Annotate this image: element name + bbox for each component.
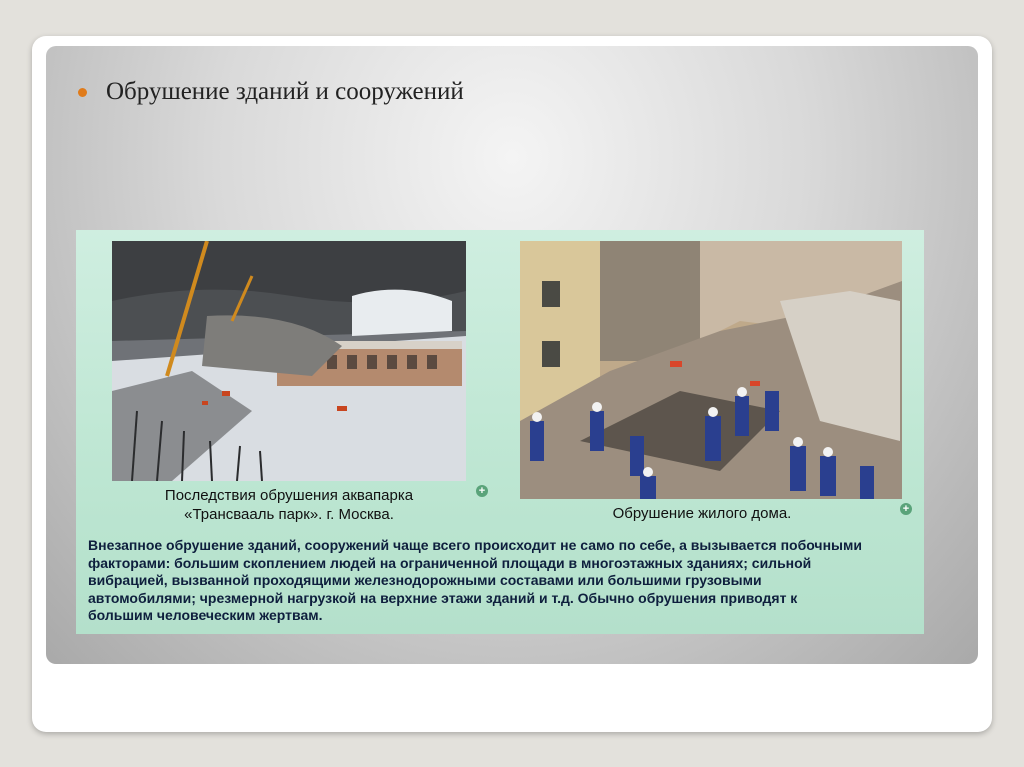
residential-collapse-photo (520, 241, 902, 499)
description-line: автомобилями; чрезмерной нагрузкой на верхние этажи зданий и т.д. Обычно обрушения приводят к (88, 589, 798, 606)
expand-plus-icon[interactable]: + (476, 485, 488, 497)
description-text (88, 537, 918, 625)
residential-caption: Обрушение жилого дома. (612, 505, 792, 522)
expand-plus-icon[interactable]: + (900, 503, 912, 515)
aquapark-caption (112, 486, 466, 524)
description-line: вибрацией, вызванной проходящими железнодорожными составами или большими грузовыми (88, 572, 762, 589)
description-line: большим человеческим жертвам. (88, 607, 323, 624)
aquapark-caption-line1: Последствия обрушения аквапарка (164, 487, 414, 504)
description-line: факторами: большим скоплением людей на ограниченной площади в многоэтажных зданиях; сильной (88, 554, 812, 571)
bullet-dot (78, 88, 87, 97)
slide-title: Обрушение зданий и сооружений (106, 78, 464, 105)
description-line: Внезапное обрушение зданий, сооружений чаще всего происходит не само по себе, а вызывается побочными (88, 537, 862, 553)
aquapark-caption-line2: «Трансвааль парк». г. Москва. (184, 506, 394, 523)
aquapark-collapse-photo (112, 241, 466, 481)
